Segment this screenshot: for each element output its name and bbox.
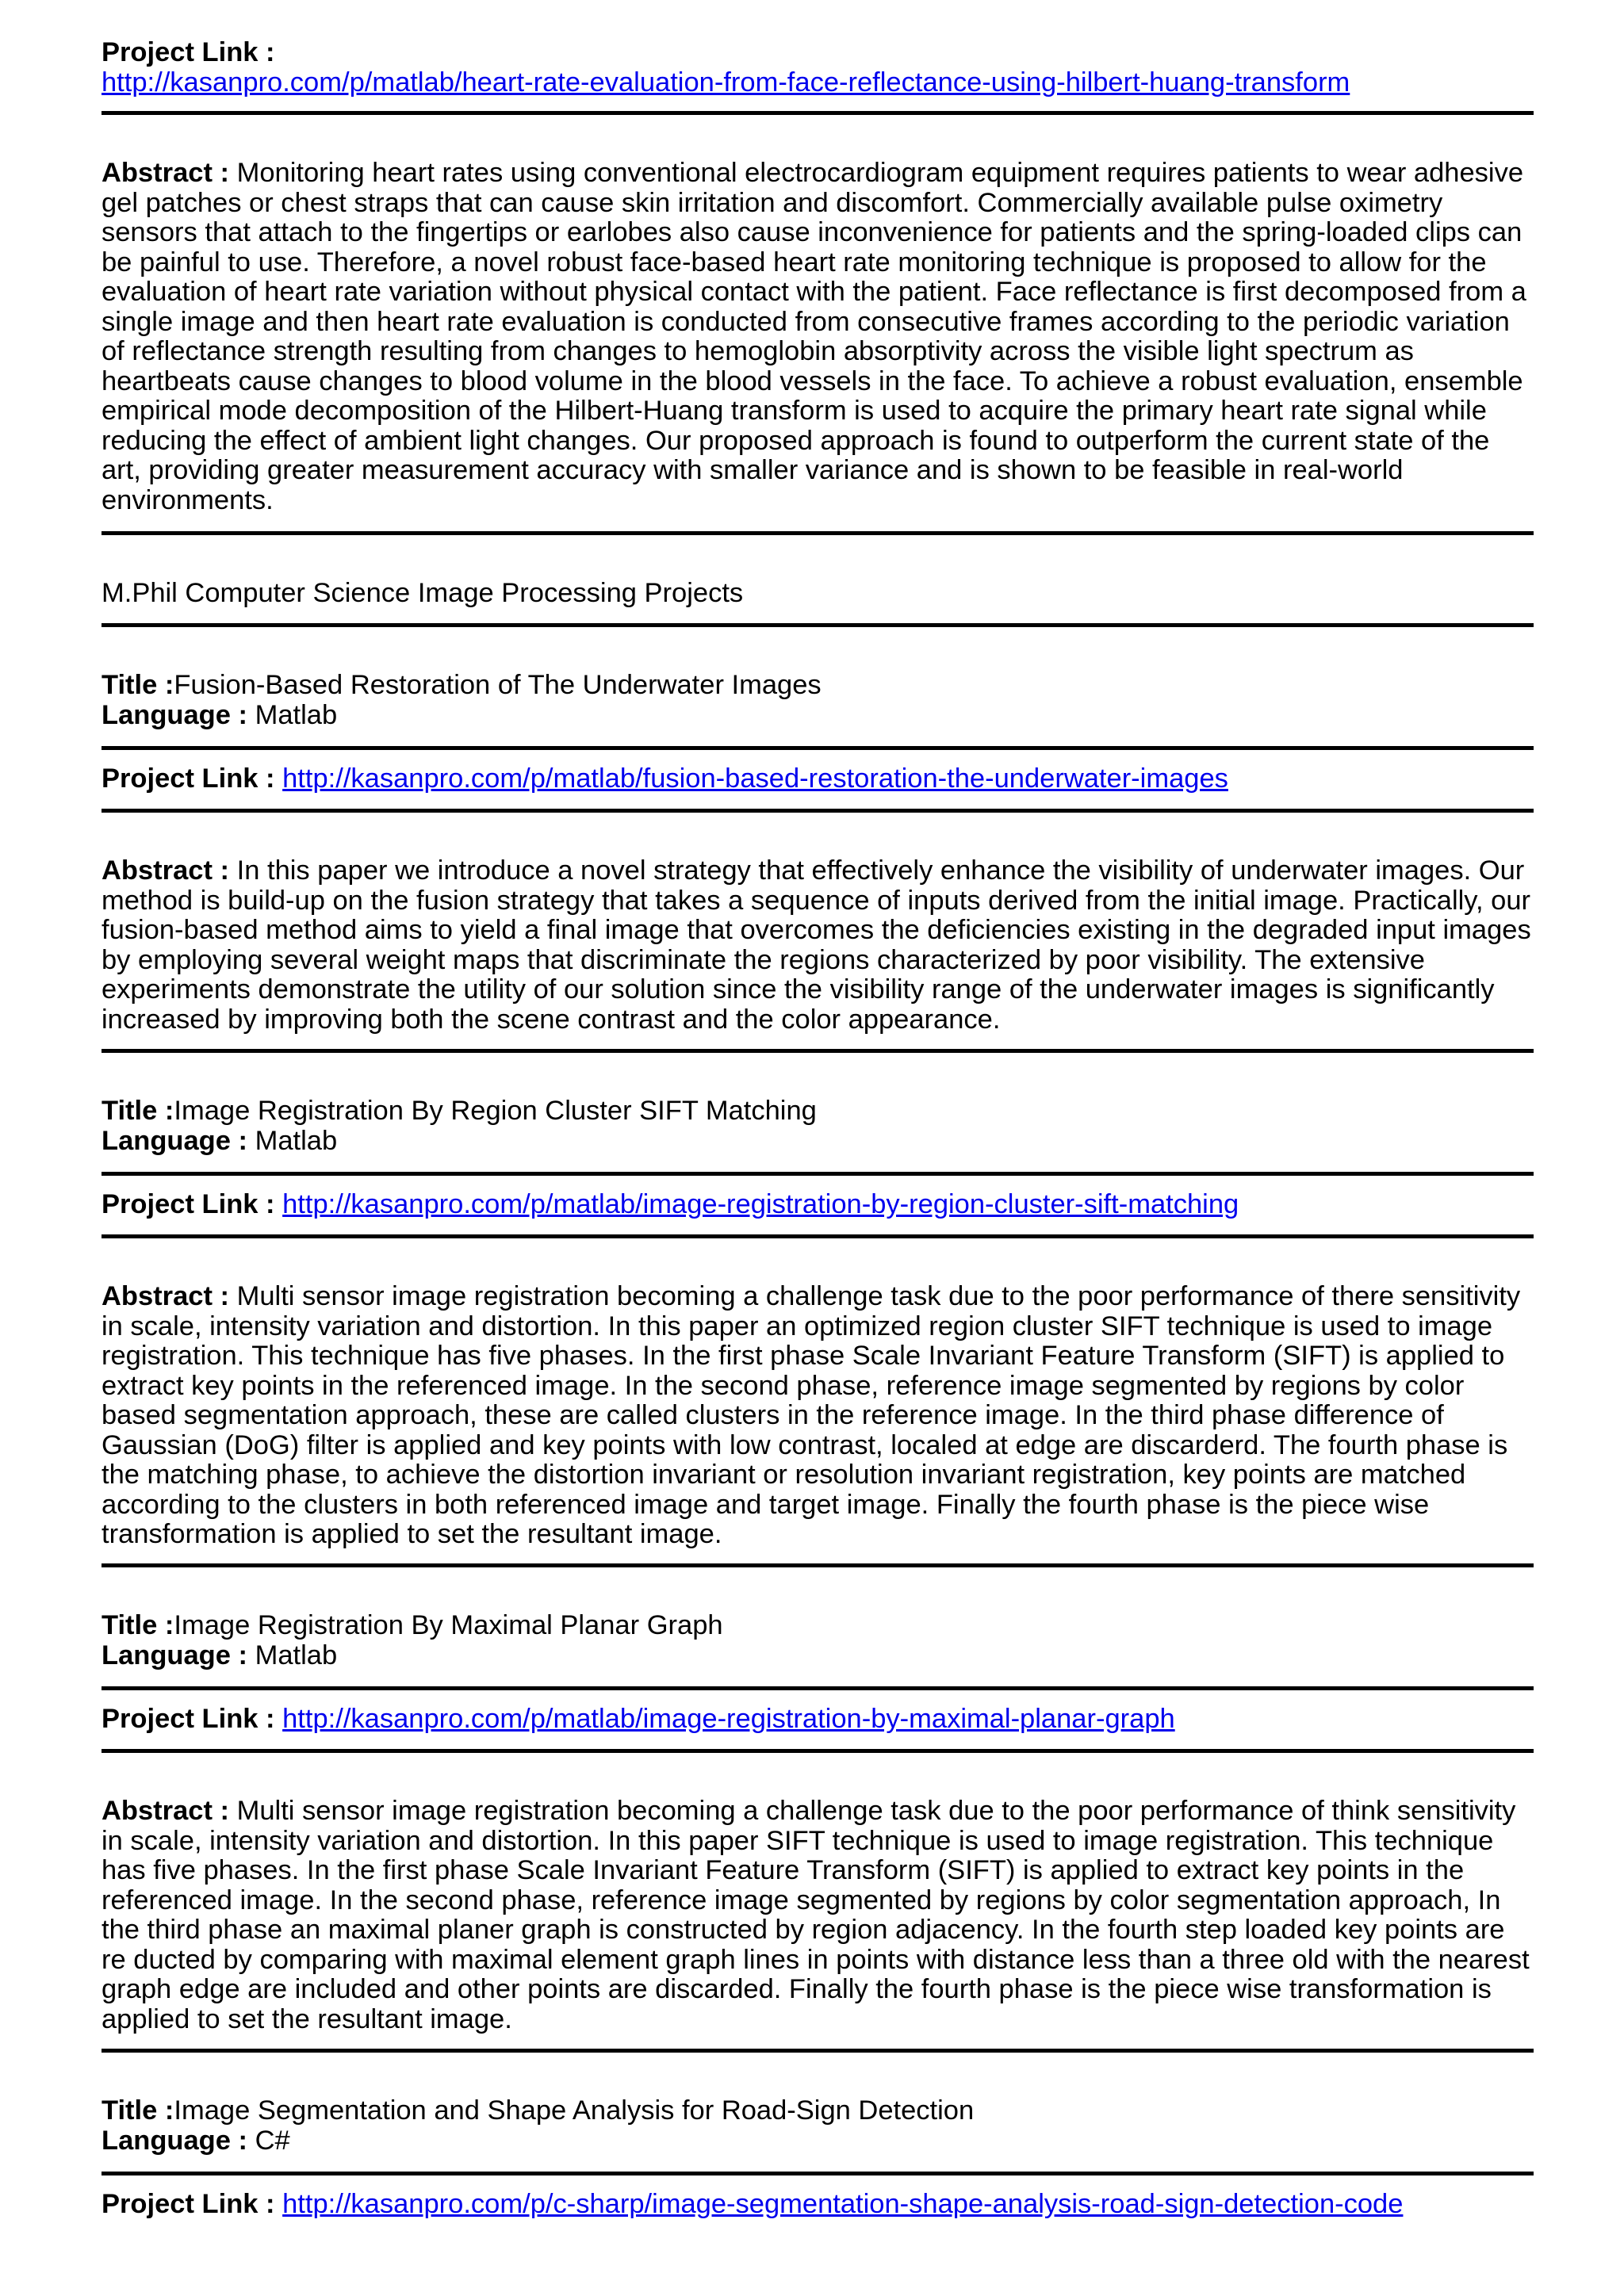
abstract-label: Abstract : <box>102 158 237 188</box>
divider <box>102 1049 1534 1053</box>
project-language: C# <box>255 2125 290 2156</box>
divider <box>102 623 1534 627</box>
abstract-block <box>102 1797 1534 2034</box>
divider <box>102 1563 1534 1567</box>
divider <box>102 2049 1534 2053</box>
project-header <box>102 1611 1534 1670</box>
project-title: Fusion-Based Restoration of The Underwater Images <box>174 670 822 700</box>
category-heading: M.Phil Computer Science Image Processing Projects <box>102 578 744 608</box>
project-link-block <box>102 2190 1534 2220</box>
language-label: Language : <box>102 2125 255 2156</box>
divider <box>102 531 1534 535</box>
divider <box>102 809 1534 813</box>
project-link-url[interactable]: http://kasanpro.com/p/matlab/fusion-based-restoration-the-underwater-images <box>282 763 1228 794</box>
title-label: Title : <box>102 1610 174 1640</box>
title-label: Title : <box>102 670 174 700</box>
language-label: Language : <box>102 1640 255 1670</box>
project-link-label: Project Link : <box>102 2189 283 2219</box>
project-language: Matlab <box>255 699 338 730</box>
divider <box>102 111 1534 115</box>
abstract-text: In this paper we introduce a novel strategy that effectively enhance the visibility of underwater images. Our method is build-up on the fusion strategy that takes a sequence of inputs derived from the initial image. Practically, our fusion-based method aims to yield a final image that overcomes the deficiencies existing in the degraded input images by employing several weight maps that discriminate the regions characterized by poor visibility. The extensive experiments demonstrate the utility of our solution since the visibility range of the underwater images is significantly increased by improving both the scene contrast and the color appearance. <box>102 855 1531 1035</box>
language-label: Language : <box>102 1125 255 1156</box>
project-link-url[interactable]: http://kasanpro.com/p/matlab/image-registration-by-maximal-planar-graph <box>282 1704 1175 1734</box>
divider <box>102 1749 1534 1753</box>
abstract-text: Monitoring heart rates using conventional electrocardiogram equipment requires patients to wear adhesive gel patches or chest straps that can cause skin irritation and discomfort. Commercially available pulse oximetry sensors that attach to the fingertips or earlobes also cause inconvenience for patients and the spring-loaded clips can be painful to use. Therefore, a novel robust face-based heart rate monitoring technique is proposed to allow for the evaluation of heart rate variation without physical contact with the patient. Face reflectance is first decomposed from a single image and then heart rate evaluation is conducted from consecutive frames according to the periodic variation of reflectance strength resulting from changes to hemoglobin absorptivity across the visible light spectrum as heartbeats cause changes to blood volume in the blood vessels in the face. To achieve a robust evaluation, ensemble empirical mode decomposition of the Hilbert-Huang transform is used to acquire the primary heart rate signal while reducing the effect of ambient light changes. Our proposed approach is found to outperform the current state of the art, providing greater measurement accuracy with smaller variance and is shown to be feasible in real-world environments. <box>102 158 1526 515</box>
abstract-text: Multi sensor image registration becoming a challenge task due to the poor performance of think sensitivity in scale, intensity variation and distortion. In this paper SIFT technique is used to image registration. This technique has five phases. In the first phase Scale Invariant Feature Transform (SIFT) is applied to extract key points in the referenced image. In the second phase, reference image segmented by regions by color segmentation approach, In the third phase an maximal planer graph is constructed by region adjacency. In the fourth step loaded key points are re ducted by comparing with maximal element graph lines in points with distance less than a three old with the nearest graph edge are included and other points are discarded. Finally the fourth phase is the piece wise transformation is applied to set the resultant image. <box>102 1796 1530 2034</box>
project-link-block <box>102 1190 1534 1220</box>
divider <box>102 1686 1534 1690</box>
divider <box>102 2172 1534 2175</box>
project-link-label: Project Link : <box>102 37 275 67</box>
project-link-url[interactable]: http://kasanpro.com/p/matlab/heart-rate-evaluation-from-face-reflectance-using-hilbert-huang-transform <box>102 67 1350 98</box>
title-label: Title : <box>102 2095 174 2126</box>
project-language: Matlab <box>255 1640 338 1670</box>
project-title: Image Registration By Maximal Planar Graph <box>174 1610 723 1640</box>
project-header <box>102 1096 1534 1156</box>
project-link-url[interactable]: http://kasanpro.com/p/c-sharp/image-segmentation-shape-analysis-road-sign-detection-code <box>282 2189 1404 2219</box>
divider <box>102 1172 1534 1176</box>
project-title: Image Segmentation and Shape Analysis for Road-Sign Detection <box>174 2095 975 2126</box>
divider <box>102 1234 1534 1238</box>
abstract-label: Abstract : <box>102 1796 237 1826</box>
abstract-label: Abstract : <box>102 1281 237 1311</box>
abstract-label: Abstract : <box>102 855 237 886</box>
project-header <box>102 2096 1534 2156</box>
title-label: Title : <box>102 1096 174 1126</box>
project-link-block <box>102 764 1534 794</box>
abstract-block <box>102 159 1534 515</box>
abstract-block <box>102 856 1534 1035</box>
project-link-block <box>102 1705 1534 1735</box>
project-link-block <box>102 38 1534 98</box>
project-language: Matlab <box>255 1125 338 1156</box>
project-link-url[interactable]: http://kasanpro.com/p/matlab/image-registration-by-region-cluster-sift-matching <box>282 1189 1239 1219</box>
project-title: Image Registration By Region Cluster SIFT Matching <box>174 1096 817 1126</box>
language-label: Language : <box>102 699 255 730</box>
divider <box>102 746 1534 750</box>
project-link-label: Project Link : <box>102 763 283 794</box>
abstract-block <box>102 1282 1534 1550</box>
abstract-text: Multi sensor image registration becoming a challenge task due to the poor performance of there sensitivity in scale, intensity variation and distortion. In this paper an optimized region cluster SIFT technique is used to image registration. This technique has five phases. In the first phase Scale Invariant Feature Transform (SIFT) is applied to extract key points in the referenced image. In the second phase, reference image segmented by regions by color based segmentation approach, these are called clusters in the reference image. In the third phase difference of Gaussian (DoG) filter is applied and key points with low contrast, localed at edge are discarderd. The fourth phase is the matching phase, to achieve the distortion invariant or resolution invariant registration, key points are matched according to the clusters in both referenced image and target image. Finally the fourth phase is the piece wise transformation is applied to set the resultant image. <box>102 1281 1521 1549</box>
project-header <box>102 671 1534 730</box>
project-link-label: Project Link : <box>102 1189 283 1219</box>
project-link-label: Project Link : <box>102 1704 283 1734</box>
